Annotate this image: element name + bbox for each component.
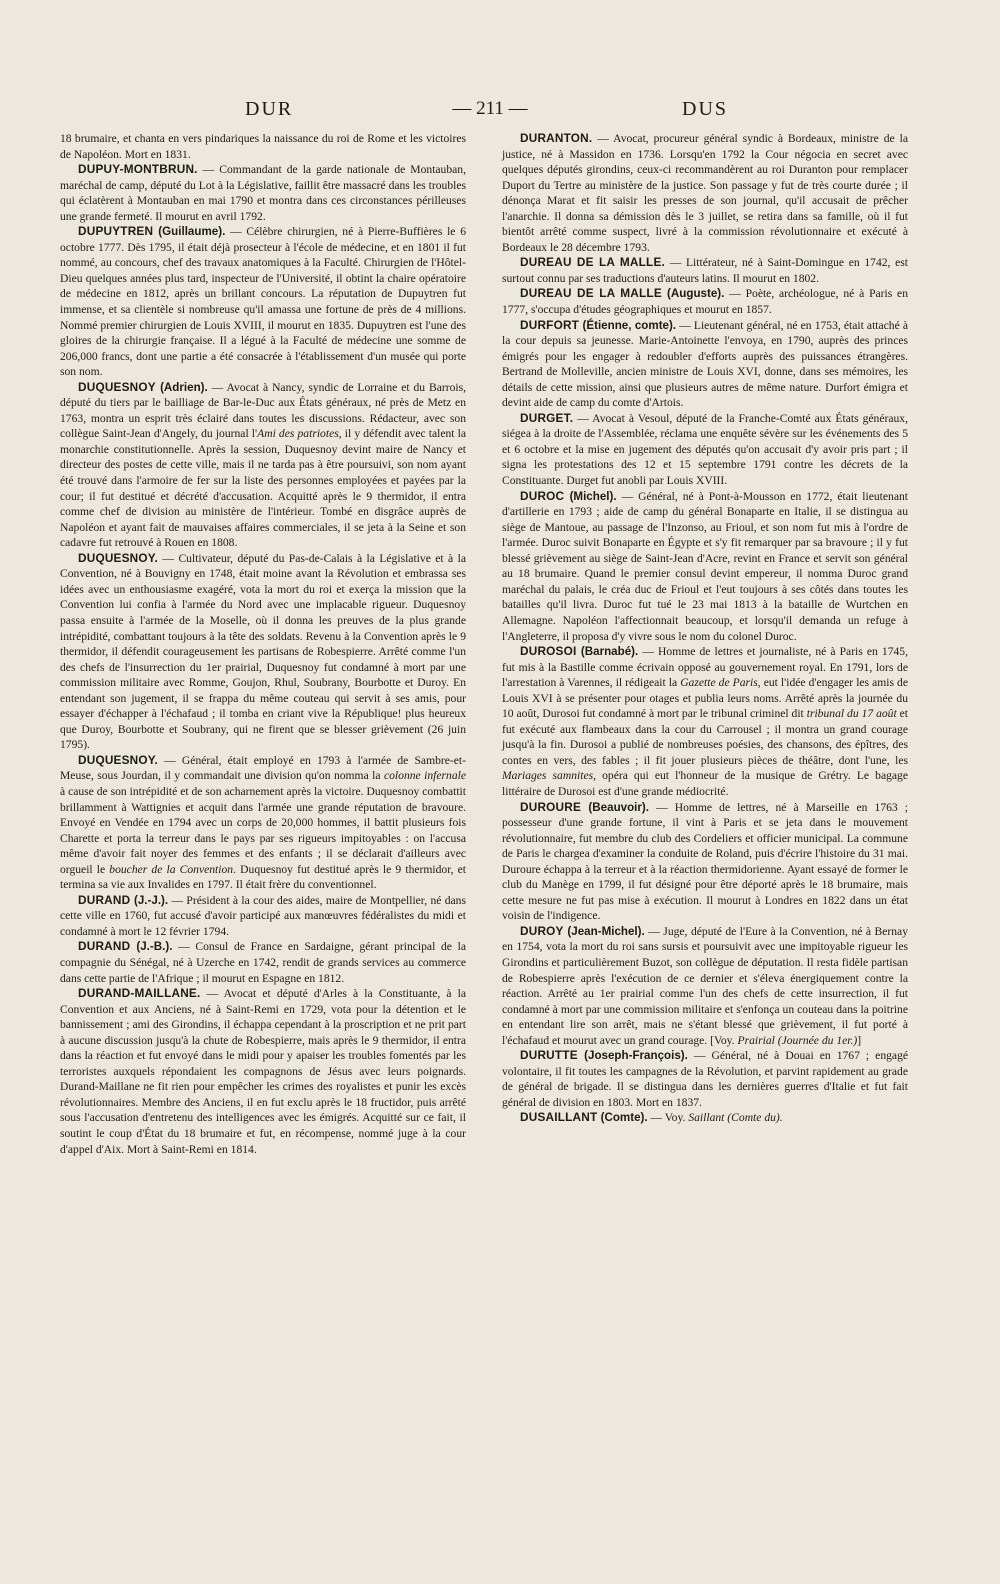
entry-headword: DURAND: [78, 939, 131, 954]
entry-headword: DUREAU DE LA MALLE: [520, 286, 662, 301]
dictionary-entry: [60, 131, 466, 162]
entry-text: — Avocat à Nancy, syndic de Lorraine et du Barrois, député du tiers par le bailliage de Bar-le-Duc aux États généraux, né près de Metz en 1763, montra un esprit très éclairé dans toutes les discussions. Rédacteur, avec son collègue Saint-Jean d'Angely, du journal l': [60, 380, 466, 441]
entry-text: — Avocat à Vesoul, député de la Franche-Comté aux États généraux, siégea à la droite de l'Assemblée, réclama une enquête sévère sur les événements des 5 et 6 octobre et la mise en jugement des députés qu'on accusait d'y avoir pris part ; il signa les protestations des 12 et 15 septembre 1791 contre les décrets de la Constituante. Durget fut anobli par Louis XVIII.: [502, 411, 908, 488]
running-head-left: DUR: [245, 98, 294, 120]
entry-qualifier: (Barnabé).: [576, 645, 639, 659]
entry-headword: DURAND: [78, 892, 131, 907]
dictionary-entry: [60, 939, 466, 986]
dictionary-entry: [60, 753, 466, 893]
entry-text: — Général, né à Douai en 1767 ; engagé volontaire, il fit toutes les campagnes de la Révolution, et parvint rapidement au grade de général de brigade. Il se distingua dans les dernières guerres d'Italie et fut fait général de division en 1803. Mort en 1837.: [502, 1049, 909, 1109]
entry-text: — Voy.: [647, 1111, 689, 1125]
entry-qualifier: (Jean-Michel).: [563, 924, 645, 938]
entry-headword: DURFORT: [520, 317, 580, 332]
entry-text: — Président à la cour des aides, maire de Montpellier, né dans cette ville en 1760, fut accusé d'avoir participé aux manœuvres fédéralistes du midi et condamné à mort le 12 février 1794.: [60, 893, 466, 938]
dictionary-entry: [502, 318, 908, 411]
dictionary-entry: [60, 162, 466, 224]
dictionary-entry: [502, 644, 908, 799]
entry-text: 18 brumaire, et chanta en vers pindariques la naissance du roi de Rome et les victoires de Napoléon. Mort en 1831.: [60, 132, 466, 161]
entry-headword: DUROURE: [520, 799, 582, 814]
dictionary-entry: [60, 986, 466, 1157]
entry-headword: DUQUESNOY.: [78, 550, 159, 565]
entry-qualifier: (Beauvoir).: [581, 800, 649, 814]
dictionary-entry: [502, 255, 908, 286]
entry-italic-text: Prairial (Journée du 1er.): [737, 1033, 858, 1047]
entry-qualifier: (Étienne, comte).: [579, 318, 677, 332]
dictionary-entry: [502, 489, 908, 644]
entry-text: — Littérateur, né à Saint-Domingue en 1742, est surtout connu par ses traductions d'auteurs latins. Il mourut en 1802.: [502, 256, 908, 285]
entry-text: — Homme de lettres et journaliste, né à Paris en 1745, fut mis à la Bastille comme écrivain opposé au gouvernement royal. En 1791, lors de l'arrestation à Varennes, il rédigeait la: [502, 645, 909, 690]
entry-italic-text: Ami des patriotes: [257, 427, 339, 441]
entry-text: à cause de son intrépidité et de son acharnement après la victoire. Duquesnoy combattit brillamment à Wattignies et acquit dans l'armée une grande réputation de bravoure. Envoyé en Vendée en 1794 avec un corps de 20,000 hommes, il battit plusieurs fois Charette et porta la terreur dans le pays par ses rigueurs impitoyables : on l'accusa même d'avoir fait noyer des femmes et des enfants ; il se déclarait d'ailleurs avec orgueil le: [60, 784, 466, 876]
entry-text: ]: [857, 1033, 862, 1047]
entry-italic-text: boucher de la Convention: [109, 862, 234, 876]
entry-text: — Célèbre chirurgien, né à Pierre-Buffières le 6 octobre 1777. Dès 1795, il était déjà prosecteur à l'école de médecine, et en 1801 il fut nommé, au concours, chef des travaux anatomiques à la Faculté. Chirurgien de l'Hôtel-Dieu quelques années plus tard, inspecteur de l'Université, il obtint la chaire opératoire de médecine en 1812, après un brillant concours. La réputation de Dupuytren fut immense, et sa clientèle si nombreuse qu'il amassa une fortune de près de 4 millions. Nommé premier chirurgien de Louis XVIII, il mourut en 1835. Dupuytren est l'une des gloires de la chirurgie française. Il a légué à la Faculté de médecine une somme de 206,000 francs, dont une partie a été consacrée à l'établissement d'un musée qui porte son nom.: [60, 225, 467, 379]
entry-headword: DUPUYTREN: [78, 224, 154, 239]
entry-qualifier: (J.-B.).: [130, 940, 173, 954]
entry-italic-text: Saillant (Comte du).: [688, 1111, 783, 1125]
entry-headword: DUROY: [520, 923, 564, 938]
entry-italic-text: Gazette de Paris: [680, 676, 758, 690]
entry-text: , eut l'idée d'engager les amis de Louis XVI à se présenter pour otages et publia leurs noms. Arrêté après la journée du 10 août, Durosoi fut condamné à mort par le tribunal criminel dit: [502, 676, 908, 721]
dictionary-entry: [502, 411, 908, 489]
entry-text: — Lieutenant général, né en 1753, était attaché à la cour depuis sa jeunesse. Marie-Antoinette l'envoya, en 1790, auprès des princes émigrés pour les engager à redoubler d'efforts auprès des puissances étrangères. Bertrand de Molleville, ancien ministre de Louis XVI, donne, dans ses mémoires, les détails de cette mission, ainsi que plusieurs autres de même nature. Durfort émigra et devint aide de camp du comte d'Artois.: [502, 318, 908, 410]
entry-qualifier: (Michel).: [564, 489, 617, 503]
entry-headword: DUQUESNOY: [78, 379, 156, 394]
entry-headword: DUSAILLANT: [520, 1110, 598, 1125]
page-number: — 211 —: [452, 98, 528, 119]
dictionary-entry: [60, 893, 466, 940]
entry-text: — Homme de lettres, né à Marseille en 1763 ; possesseur d'une grande fortune, il vint à Paris et se jeta dans le mouvement révolutionnaire, fut membre du club des Cordeliers et officier municipal. La commune de Paris le chargea d'examiner la conduite de Roland, puis d'écrire l'histoire du 31 mai. Duroure échappa à la terreur et à la réaction thermidorienne. Ayant essayé de former le club du Manège en 1799, il fut désigné pour être déporté après le 18 brumaire, mais cette mesure ne fut pas mise à exécution. Il mourut à Londres en 1822 dans un état voisin de l'indigence.: [502, 800, 908, 923]
entry-text: — Juge, député de l'Eure à la Convention, né à Bernay en 1754, vota la mort du roi sans sursis et poursuivit avec une impitoyable rigueur les Girondins et particulièrement Buzot, son collègue de députation. Il resta fidèle partisan de Robespierre après l'exécution de ce dernier et s'éleva énergiquement contre la réaction. Arrêté au 1er prairial comme l'un des chefs de cette insurrection, il fut condamné à mort par une commission militaire et s'enfonça un couteau dans la poitrine en entendant lire son arrêt, mais ne s'étant blessé que grièvement, il fut porté à l'échafaud et mourut avec un grand courage. [Voy.: [502, 924, 909, 1047]
dictionary-entry: [502, 800, 908, 924]
dictionary-entry: [502, 131, 908, 255]
dictionary-entry: [60, 224, 466, 379]
running-head-right: DUS: [682, 98, 729, 120]
entry-headword: DUREAU DE LA MALLE.: [520, 255, 666, 270]
entry-text: . Duquesnoy fut destitué après le 9 thermidor, et termina sa vie aux Invalides en 1797. Il était frère du conventionnel.: [60, 862, 467, 892]
entry-text: — Poète, archéologue, né à Paris en 1777, s'occupa d'études géographiques et mourut en 1857.: [502, 287, 909, 317]
dictionary-entry: [60, 551, 466, 753]
entry-italic-text: Mariages samnites: [502, 769, 594, 783]
entry-text: — Commandant de la garde nationale de Montauban, maréchal de camp, député du Lot à la Législative, faillit être massacré dans les troubles qui éclatèrent à Montauban en mai 1790 et montra dans ces circonstances périlleuses une grande fermeté. Il mourut en avril 1792.: [60, 163, 466, 223]
entry-text: — Consul de France en Sardaigne, gérant principal de la compagnie du Sénégal, né à Uzerche en 1742, rendit de grands services au commerce dans cette partie de l'Afrique ; il mourut en Espagne en 1812.: [60, 940, 466, 985]
entry-qualifier: (Auguste).: [661, 287, 725, 301]
dictionary-entry: [502, 1110, 908, 1126]
entry-headword: DUQUESNOY.: [78, 752, 159, 767]
entry-qualifier: (Guillaume).: [153, 225, 226, 239]
entry-headword: DURANTON.: [520, 131, 593, 145]
entry-headword: DURAND-MAILLANE.: [78, 986, 201, 1001]
entry-text: et fut exécuté aux flambeaux dans la cour du Carrousel ; il montra un grand courage jusqu'à la fin. Durosoi a publié de nombreuses poésies, des chansons, des épîtres, des contes en vers, des fables ; il fit jouer plusieurs pièces de théâtre, dont l'une, les: [502, 707, 909, 767]
entry-qualifier: (J.-J.).: [130, 893, 169, 907]
entry-text: — Avocat et député d'Arles à la Constituante, à la Convention et aux Anciens, né à Saint-Remi en 1729, vota pour la détention et le bannissement ; ami des Girondins, il échappa cependant à la proscription et ne prit part à aucune discussion jusqu'à la chute de Robespierre, mais après le 9 thermidor, il entra dans la réaction et fut envoyé dans le midi pour y apaiser les troubles fomentés par les terroristes auxquels répondaient les compagnons de Jésus avec leurs poignards. Durand-Maillane ne fit rien pour empêcher les crimes des royalistes et punir les excès révolutionnaires. Membre des Anciens, il en fut exclu après le 18 fructidor, puis arrêté sous l'accusation d'entretenu des intelligences avec les émigrés. Acquitté sur ce fait, il soutint le coup d'État du 18 brumaire et fut, en récompense, nommé juge à la cour d'appel d'Aix. Mort à Saint-Remi en 1814.: [60, 987, 466, 1156]
entry-headword: DUPUY-MONTBRUN.: [78, 162, 198, 177]
dictionary-entry: [60, 380, 466, 551]
dictionary-entry: [502, 286, 908, 317]
entry-text: — Cultivateur, député du Pas-de-Calais à la Législative et à la Convention, né à Bouvigny en 1748, était moine avant la Révolution et embrassa ses idées avec un enthousiasme exagéré, vota la mort du roi et exerça la mission que la Convention lui confia à l'armée du Nord avec une implacable rigueur. Duquesnoy passa ensuite à l'armée de la Moselle, où il donna les preuves de la plus grande intrépidité, combattant toujours à la tête des soldats. Revenu à la Convention après le 9 thermidor, il défendit courageusement les partisans de Robespierre. Arrêté comme l'un des chefs de l'insurrection du 1er prairial, Duquesnoy fut condamné à mort par une commission militaire avec Romme, Goujon, Rhul, Soubrany, Bourbotte et Duroy. En entendant son jugement, il se frappa du même couteau qui servit à ses amis, pour essayer d'échapper à l'échafaud ; il tomba en criant vive la République! plus heureux que Duroy, Bourbotte et Soubrany, qui ne firent que se blesser grièvement (26 juin 1795).: [60, 551, 466, 752]
entry-qualifier: (Comte).: [597, 1111, 648, 1125]
dictionary-entry: [502, 1048, 908, 1110]
entry-headword: DUROC: [520, 488, 565, 503]
running-head: [0, 98, 1000, 128]
entry-text: — Avocat, procureur général syndic à Bordeaux, ministre de la justice, né à Massidon en 1736. Lorsqu'en 1792 la Cour négocia en secret avec quelques députés girondins, ceux-ci recommandèrent au roi Duranton pour remplacer Duport du Tertre au ministère de la justice. Son passage y fut de très courte durée ; il dénonça Marat et fit saisir les presses de son journal, qu'il accusait de prêcher l'anarchie. Il donna sa démission dès le 3 juillet, se retira dans sa famille, où il fut bientôt arrêté comme suspect, livré à la commission révolutionnaire et exécuté à Bordeaux le 28 décembre 1793.: [502, 132, 908, 254]
entry-headword: DURUTTE: [520, 1048, 578, 1063]
right-column: [502, 131, 908, 1126]
entry-italic-text: tribunal du 17 août: [806, 707, 897, 721]
entry-qualifier: (Adrien).: [155, 380, 208, 394]
entry-text: , opéra qui eut l'honneur de la musique de Grétry. Le bagage littéraire de Durosoi est d'une grande médiocrité.: [502, 769, 908, 798]
entry-text: — Général, né à Pont-à-Mousson en 1772, était lieutenant d'artillerie en 1793 ; aide de camp du général Bonaparte en Italie, il se distingua au siège de Mantoue, au passage de l'Inzonso, au Frioul, et son nom fut mis à l'ordre de l'armée. Duroc suivit Bonaparte en Égypte et s'y fit remarquer par sa bravoure ; il y fut blessé grièvement au siège de Saint-Jean d'Acre, revint en France et servit son général au 18 brumaire. Quand le premier consul devint empereur, il nomma Duroc grand maréchal du palais, le créa duc de Frioul et l'eut toujours à ses côtés dans toutes les batailles qu'il livra. Duroc fut tué le 23 mai 1813 à la bataille de Wurtchen en Allemagne. Napoléon l'affectionnait beaucoup, et lorsqu'il demanda un refuge à l'Angleterre, il proposa d'y vivre sous le nom du colonel Duroc.: [502, 489, 908, 643]
dictionary-entry: [502, 924, 908, 1048]
entry-italic-text: colonne infernale: [383, 769, 466, 783]
entry-headword: DURGET.: [520, 410, 574, 425]
left-column: [60, 131, 466, 1157]
entry-qualifier: (Joseph-François).: [577, 1049, 688, 1063]
entry-headword: DUROSOI: [520, 644, 577, 659]
entry-text: — Général, était employé en 1793 à l'armée de Sambre-et-Meuse, sous Jourdan, il y commandait une division qu'on nomma la: [60, 753, 466, 783]
entry-text: , il y défendit avec talent la monarchie constitutionnelle. Après la session, Duquesnoy devint maire de Nancy et directeur des postes de cette ville, mais il ne tarda pas à être poursuivi, son nom ayant été trouvé dans l'armoire de fer sur la liste des personnes employées et payées par la cour; il fut destitué et décrété d'accusation. Acquitté après le 9 thermidor, il entra comme chef de division au ministère de l'intérieur. Tombé en disgrâce auprès de Napoléon et ayant fait de mauvaises affaires commerciales, il se jeta à la Seine et son cadavre fut retrouvé à Rouen en 1808.: [60, 427, 467, 550]
